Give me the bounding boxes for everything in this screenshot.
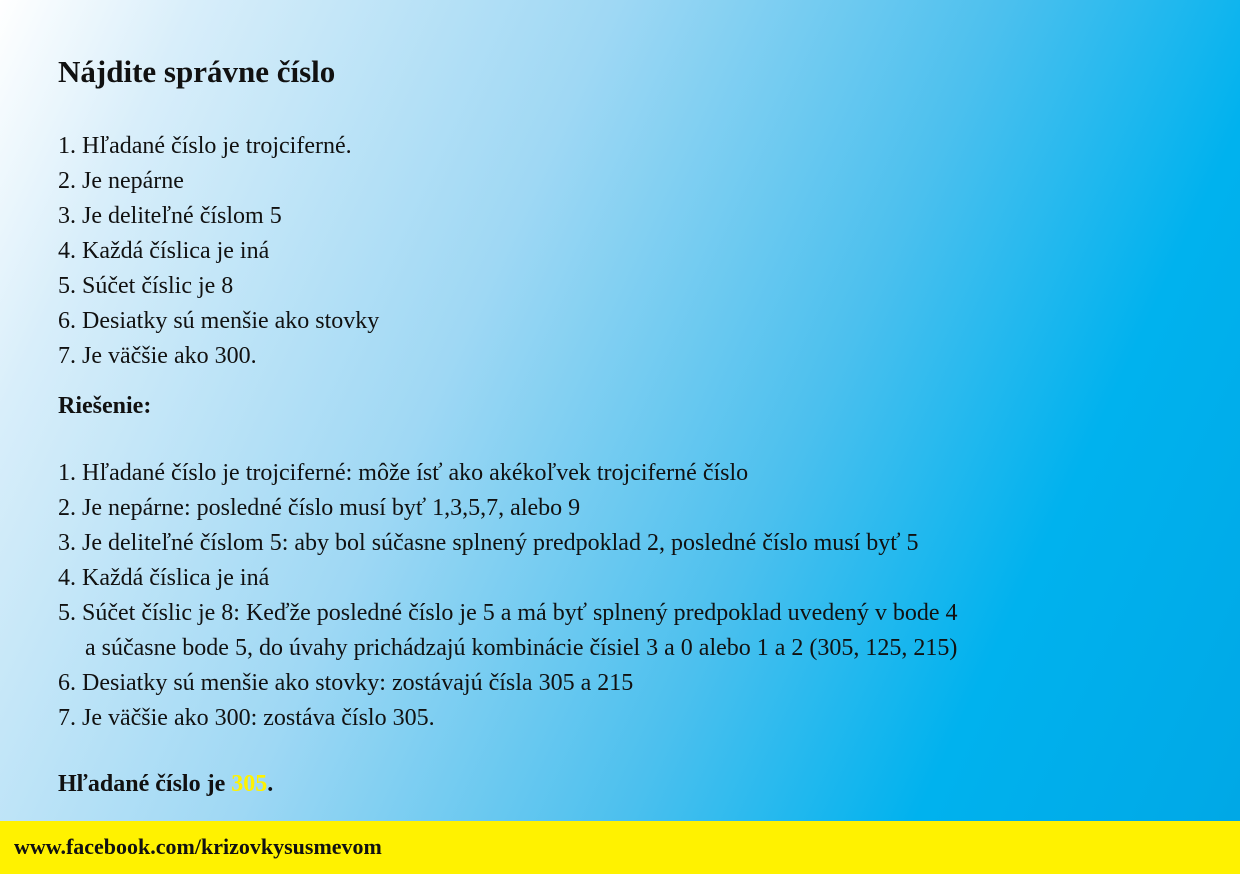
clue-item: 2. Je nepárne bbox=[58, 168, 184, 194]
solution-item: 5. Súčet číslic je 8: Keďže posledné číslo je 5 a má byť splnený predpoklad uvedený v bode 4 bbox=[58, 600, 958, 626]
answer-prefix: Hľadané číslo je bbox=[58, 771, 232, 797]
solution-item: 1. Hľadané číslo je trojciferné: môže ísť ako akékoľvek trojciferné číslo bbox=[58, 460, 749, 486]
facebook-link[interactable]: www.facebook.com/krizovkysusmevom bbox=[14, 834, 382, 859]
answer-number: 305 bbox=[231, 771, 268, 797]
solution-item: 7. Je väčšie ako 300: zostáva číslo 305. bbox=[58, 705, 435, 731]
answer-suffix: . bbox=[267, 771, 274, 797]
solution-item-continuation: a súčasne bode 5, do úvahy prichádzajú kombinácie čísiel 3 a 0 alebo 1 a 2 (305, 125, 215) bbox=[85, 635, 958, 661]
clue-item: 5. Súčet číslic je 8 bbox=[58, 273, 234, 299]
solution-list bbox=[58, 456, 958, 736]
clue-item: 6. Desiatky sú menšie ako stovky bbox=[58, 308, 380, 334]
solution-heading: Riešenie: bbox=[58, 393, 152, 419]
clue-item: 1. Hľadané číslo je trojciferné. bbox=[58, 133, 352, 159]
final-answer bbox=[58, 771, 273, 798]
solution-item: 4. Každá číslica je iná bbox=[58, 565, 270, 591]
solution-item: 2. Je nepárne: posledné číslo musí byť 1,3,5,7, alebo 9 bbox=[58, 495, 581, 521]
clue-item: 4. Každá číslica je iná bbox=[58, 238, 270, 264]
clue-list bbox=[58, 129, 379, 374]
solution-item: 6. Desiatky sú menšie ako stovky: zostávajú čísla 305 a 215 bbox=[58, 670, 634, 696]
clue-item: 3. Je deliteľné číslom 5 bbox=[58, 203, 282, 229]
solution-item: 3. Je deliteľné číslom 5: aby bol súčasne splnený predpoklad 2, posledné číslo musí byť 5 bbox=[58, 530, 919, 556]
page-title: Nájdite správne číslo bbox=[58, 54, 336, 89]
footer-bar bbox=[0, 821, 1240, 874]
clue-item: 7. Je väčšie ako 300. bbox=[58, 343, 257, 369]
